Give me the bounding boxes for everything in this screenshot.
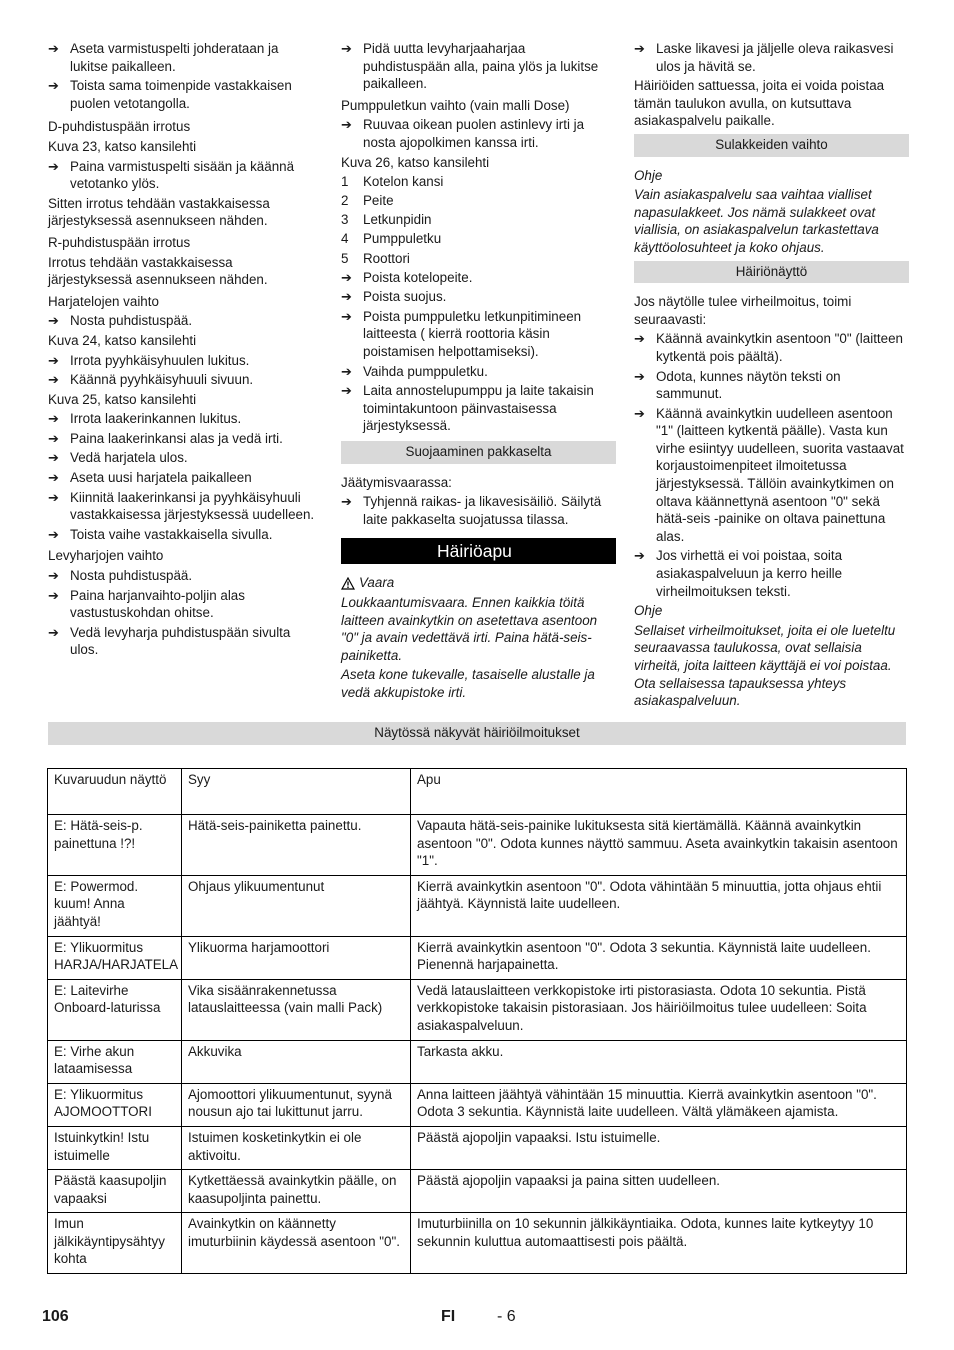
part-item (341, 211, 616, 229)
step-item (341, 40, 616, 93)
step-item (48, 587, 320, 622)
step-text: Laske likavesi ja jäljelle oleva raikasvesi ulos ja hävitä se. (656, 41, 894, 74)
display-cell: E: Virhe akun lataamisessa (48, 1040, 182, 1083)
part-label: Letkunpidin (363, 212, 432, 228)
h-figure-24: Kuva 24, katso kansilehti (48, 332, 197, 348)
language-code: FI (441, 1308, 456, 1325)
danger-label-row (341, 574, 616, 592)
d-text: Sitten irrotus tehdään vastakkaisessa järjestyksessä asennukseen nähden. (48, 195, 270, 229)
arrow-icon: ➔ (48, 624, 59, 640)
d-title: D-puhdistuspään irrotus (48, 119, 191, 135)
table-row (48, 979, 907, 1040)
part-label: Kotelon kansi (363, 174, 444, 190)
display-cell: Istuinkytkin! Istu istuimelle (48, 1126, 182, 1169)
arrow-icon: ➔ (48, 313, 59, 329)
step-text: Aseta uusi harjatela paikalleen (70, 470, 252, 486)
arrow-icon: ➔ (341, 41, 352, 56)
step-item (341, 288, 616, 306)
fuse-heading: Sulakkeiden vaihto (634, 134, 909, 157)
remedy-cell: Vapauta hätä-seis-painike lukituksesta sitä kiertämällä. Käännä avainkytkin asentoon "0". Odota kunnes näyttö sammuu. Aseta avainkytkin takaisin asentoon "1". (411, 815, 907, 876)
arrow-icon: ➔ (634, 331, 645, 347)
section-page-number: - 6 (497, 1308, 516, 1325)
arrow-icon: ➔ (341, 289, 352, 305)
step-item (48, 624, 320, 659)
table-row (48, 1040, 907, 1083)
remedy-cell: Tarkasta akku. (411, 1040, 907, 1083)
step-item (48, 352, 320, 370)
arrow-icon: ➔ (48, 352, 59, 368)
step-item (48, 489, 320, 524)
part-number: 4 (341, 231, 349, 247)
step-text: Käännä avainkytkin asentoon "0" (laitteen kytkentä pois päältä). (656, 331, 903, 364)
step-item (48, 77, 320, 112)
r-text: Irrotus tehdään vastakkaisessa järjestyksessä asennukseen nähden. (48, 254, 268, 288)
h-title: Harjatelojen vaihto (48, 293, 159, 309)
step-text: Vaihda pumppuletku. (363, 363, 488, 379)
step-text: Käännä avainkytkin uudelleen asentoon "1" (laitteen kytkentä päälle). Vasta kun virhe esiintyy uudelleen, suorita vastaavat korjaustoimenpiteet ilmoitetussa järjestyksessä. Tällöin avainkytkimen on oltava käännettynä asentoon "0" sekä hätä-seis -painike on oltava painettuna alas. (656, 405, 904, 544)
step-item (634, 405, 909, 546)
arrow-icon: ➔ (634, 548, 645, 564)
display-cell: E: Ylikuormitus HARJA/HARJATELA (48, 936, 182, 979)
remedy-cell: Päästä ajopoljin vapaaksi ja paina sitten uudelleen. (411, 1170, 907, 1213)
step-text: Irrota laakerinkannen lukitus. (70, 411, 242, 427)
arrow-icon: ➔ (341, 269, 352, 285)
column-3 (634, 40, 909, 712)
danger-text-2: Aseta kone tukevalle, tasaiselle alustalle ja vedä akkupistoke irti. (341, 667, 595, 700)
display-cell: E: Hätä-seis-p. painettuna !?! (48, 815, 182, 876)
arrow-icon: ➔ (341, 383, 352, 399)
step-text: Odota, kunnes näytön teksti on sammunut. (656, 368, 841, 402)
step-text: Nosta puhdistuspää. (70, 313, 193, 329)
step-text: Paina harjanvaihto-poljin alas vastustuskohdan ohitse. (70, 587, 245, 621)
part-label: Peite (363, 193, 394, 209)
arrow-icon: ➔ (48, 568, 59, 584)
step-text: Vedä harjatela ulos. (70, 450, 188, 466)
part-item (341, 173, 616, 191)
table-row (48, 1126, 907, 1169)
step-text: Irrota pyyhkäisyhuulen lukitus. (70, 352, 250, 368)
part-number: 3 (341, 212, 349, 228)
arrow-icon: ➔ (634, 41, 645, 56)
step-item (48, 410, 320, 428)
display-heading: Häiriönäyttö (634, 261, 909, 284)
error-table (47, 768, 907, 1274)
cause-cell: Ohjaus ylikuumentunut (182, 875, 411, 936)
step-item (48, 469, 320, 487)
part-number: 5 (341, 250, 349, 266)
arrow-icon: ➔ (48, 41, 59, 56)
h-figure-25: Kuva 25, katso kansilehti (48, 391, 197, 407)
arrow-icon: ➔ (634, 405, 645, 421)
cause-cell: Avainkytkin on käännetty imuturbiinin käydessä asentoon "0". (182, 1213, 411, 1274)
display-cell: E: Ylikuormitus AJOMOOTTORI (48, 1083, 182, 1126)
cause-cell: Ylikuorma harjamoottori (182, 936, 411, 979)
cause-cell: Ajomoottori ylikuumentunut, syynä nousun ajo tai lukittunut jarru. (182, 1083, 411, 1126)
step-item (48, 158, 320, 193)
cause-cell: Vika sisäänrakennetussa latauslaitteessa (vain malli Pack) (182, 979, 411, 1040)
help-heading: Häiriöapu (341, 538, 616, 564)
cause-cell: Akkuvika (182, 1040, 411, 1083)
display-cell: E: Powermod. kuum! Anna jäähtyä! (48, 875, 182, 936)
d-figure-ref: Kuva 23, katso kansilehti (48, 138, 197, 154)
arrow-icon: ➔ (634, 368, 645, 384)
part-number: 1 (341, 174, 349, 190)
table-row (48, 875, 907, 936)
step-item (341, 382, 616, 435)
arrow-icon: ➔ (48, 450, 59, 466)
arrow-icon: ➔ (48, 430, 59, 446)
step-item (634, 330, 909, 365)
table-row (48, 1213, 907, 1274)
step-text: Ruuvaa oikean puolen astinlevy irti ja nosta ajopolkimen kanssa irti. (363, 117, 585, 150)
step-text: Nosta puhdistuspää. (70, 568, 193, 584)
step-text: Aseta varmistuspelti johderataan ja lukitse paikalleen. (70, 41, 279, 74)
step-item (48, 40, 320, 75)
cause-cell: Kytkettäessä avainkytkin päälle, on kaasupoljinta painettu. (182, 1170, 411, 1213)
arrow-icon: ➔ (48, 78, 59, 94)
step-item (341, 269, 616, 287)
note-2-label: Ohje (634, 603, 663, 619)
table-title: Näytössä näkyvät häiriöilmoitukset (48, 722, 906, 745)
note-1-label: Ohje (634, 167, 663, 183)
step-text: Vedä levyharja puhdistuspään sivulta ulos. (70, 624, 291, 658)
step-item (48, 371, 320, 389)
step-item (48, 449, 320, 467)
arrow-icon: ➔ (341, 363, 352, 379)
part-number: 2 (341, 193, 349, 209)
arrow-icon: ➔ (341, 308, 352, 324)
arrow-icon: ➔ (48, 489, 59, 505)
page-number: 106 (42, 1308, 69, 1325)
step-item (634, 368, 909, 403)
part-label: Pumppuletku (363, 231, 442, 247)
part-item (341, 230, 616, 248)
danger-label: Vaara (359, 575, 395, 591)
table-row (48, 1170, 907, 1213)
note-2-text: Sellaiset virheilmoitukset, joita ei ole lueteltu seuraavassa taulukossa, ovat sellaisia virheitä, joita laitteen käyttäjä ei voi poistaa. Ota sellaisessa tapauksessa yhteys asiakaspalveluun. (634, 622, 896, 709)
remedy-cell: Vedä latauslaitteen verkkopistoke irti pistorasiasta. Odota 10 sekuntia. Pistä verkkopistoke takaisin pistorasiaan. Jos häiriöilmoitus tulee uudelleen: Soita asiakaspalveluun. (411, 979, 907, 1040)
step-item (48, 526, 320, 544)
arrow-icon: ➔ (48, 470, 59, 486)
step-item (341, 116, 616, 151)
step-text: Tyhjennä raikas- ja likavesisäiliö. Säilytä laite pakkaselta suojatussa tilassa. (363, 494, 602, 527)
cause-cell: Istuimen kosketinkytkin ei ole aktivoitu. (182, 1126, 411, 1169)
step-item (341, 363, 616, 381)
service-text: Häiriöiden sattuessa, joita ei voida poistaa tämän taulukon avulla, on kutsuttava asiakaspalvelu paikalle. (634, 78, 885, 129)
danger-text: Loukkaantumisvaara. Ennen kaikkia töitä laitteen avainkytkin on asetettava asentoon "0" ja avain vedettävä irti. Paina hätä-seis-painiketta. (341, 594, 598, 663)
arrow-icon: ➔ (341, 117, 352, 133)
step-text: Poista suojus. (363, 289, 447, 305)
display-cell: Imun jälkikäyntipysähtyy kohta (48, 1213, 182, 1274)
l-title: Levyharjojen vaihto (48, 548, 164, 564)
display-cell: E: Laitevirhe Onboard-laturissa (48, 979, 182, 1040)
pump-figure-ref: Kuva 26, katso kansilehti (341, 154, 490, 170)
table-header-row (48, 769, 907, 815)
frost-text: Jäätymisvaarassa: (341, 474, 452, 490)
step-text: Paina laakerinkansi alas ja vedä irti. (70, 430, 283, 446)
step-item (341, 493, 616, 528)
step-text: Pidä uutta levyharjaaharjaa puhdistuspään alla, paina ylös ja lukitse paikalleen. (363, 41, 599, 92)
step-item (48, 430, 320, 448)
step-text: Jos virhettä ei voi poistaa, soita asiakaspalveluun ja kerro heille virheilmoituksen teksti. (656, 548, 843, 599)
step-item (48, 312, 320, 330)
table-row (48, 815, 907, 876)
remedy-cell: Imuturbiinilla on 10 sekunnin jälkikäyntiaika. Odota, kunnes laite kytkeytyy 10 sekunnin kuluttua automaattisesti pois päältä. (411, 1213, 907, 1274)
remedy-cell: Kierrä avainkytkin asentoon "0". Odota vähintään 5 minuuttia, jotta ohjaus ehtii jäähtyä. Käynnistä laite uudelleen. (411, 875, 907, 936)
column-2 (341, 40, 616, 704)
step-item (634, 547, 909, 600)
arrow-icon: ➔ (48, 372, 59, 388)
step-text: Toista vaihe vastakkaisella sivulla. (70, 526, 273, 542)
arrow-icon: ➔ (48, 526, 59, 542)
display-text: Jos näytölle tulee virheilmoitus, toimi seuraavasti: (634, 294, 852, 327)
table-header-cell: Apu (411, 769, 907, 815)
r-title: R-puhdistuspään irrotus (48, 234, 191, 250)
step-item (634, 40, 909, 75)
step-text: Toista sama toimenpide vastakkaisen puolen vetotangolla. (70, 78, 292, 111)
step-item (341, 308, 616, 361)
table-header-cell: Syy (182, 769, 411, 815)
arrow-icon: ➔ (48, 411, 59, 427)
arrow-icon: ➔ (341, 494, 352, 510)
remedy-cell: Kierrä avainkytkin asentoon "0". Odota 3 sekuntia. Käynnistä laite uudelleen. Pienennä harjapainetta. (411, 936, 907, 979)
note-1-text: Vain asiakaspalvelu saa vaihtaa vialliset napasulakkeet. Jos nämä sulakkeet ovat viallisia, on asiakaspalvelun tarkastettava käyttöolosuhteet ja koko ohjaus. (634, 187, 879, 255)
column-1 (48, 40, 320, 661)
cause-cell: Hätä-seis-painiketta painettu. (182, 815, 411, 876)
arrow-icon: ➔ (48, 158, 59, 174)
frost-heading: Suojaaminen pakkaselta (341, 441, 616, 464)
step-text: Paina varmistuspelti sisään ja käännä vetotanko ylös. (70, 158, 295, 192)
table-row (48, 1083, 907, 1126)
remedy-cell: Päästä ajopoljin vapaaksi. Istu istuimelle. (411, 1126, 907, 1169)
step-text: Käännä pyyhkäisyhuuli sivuun. (70, 372, 254, 388)
step-text: Laita annostelupumppu ja laite takaisin toimintakuntoon päinvastaisessa järjestyksessä. (363, 383, 594, 434)
arrow-icon: ➔ (48, 587, 59, 603)
table-row (48, 936, 907, 979)
warning-triangle-icon (341, 577, 355, 590)
part-item (341, 192, 616, 210)
step-item (48, 567, 320, 585)
pump-title: Pumppuletkun vaihto (vain malli Dose) (341, 97, 570, 113)
display-cell: Päästä kaasupoljin vapaaksi (48, 1170, 182, 1213)
step-text: Kiinnitä laakerinkansi ja pyyhkäisyhuuli vastakkaisessa järjestyksessä uudelleen. (70, 489, 315, 523)
part-label: Roottori (363, 250, 410, 266)
step-text: Poista pumppuletku letkunpitimineen laitteesta ( kierrä roottoria käsin poistamisen helpottamiseksi). (363, 308, 582, 359)
remedy-cell: Anna laitteen jäähtyä vähintään 15 minuuttia. Kierrä avainkytkin asentoon "0". Odota 3 sekuntia. Käynnistä laite uudelleen. Vältä ylämäkeen ajamista. (411, 1083, 907, 1126)
part-item (341, 250, 616, 268)
step-text: Poista kotelopeite. (363, 269, 473, 285)
table-header-cell: Kuvaruudun näyttö (48, 769, 182, 815)
